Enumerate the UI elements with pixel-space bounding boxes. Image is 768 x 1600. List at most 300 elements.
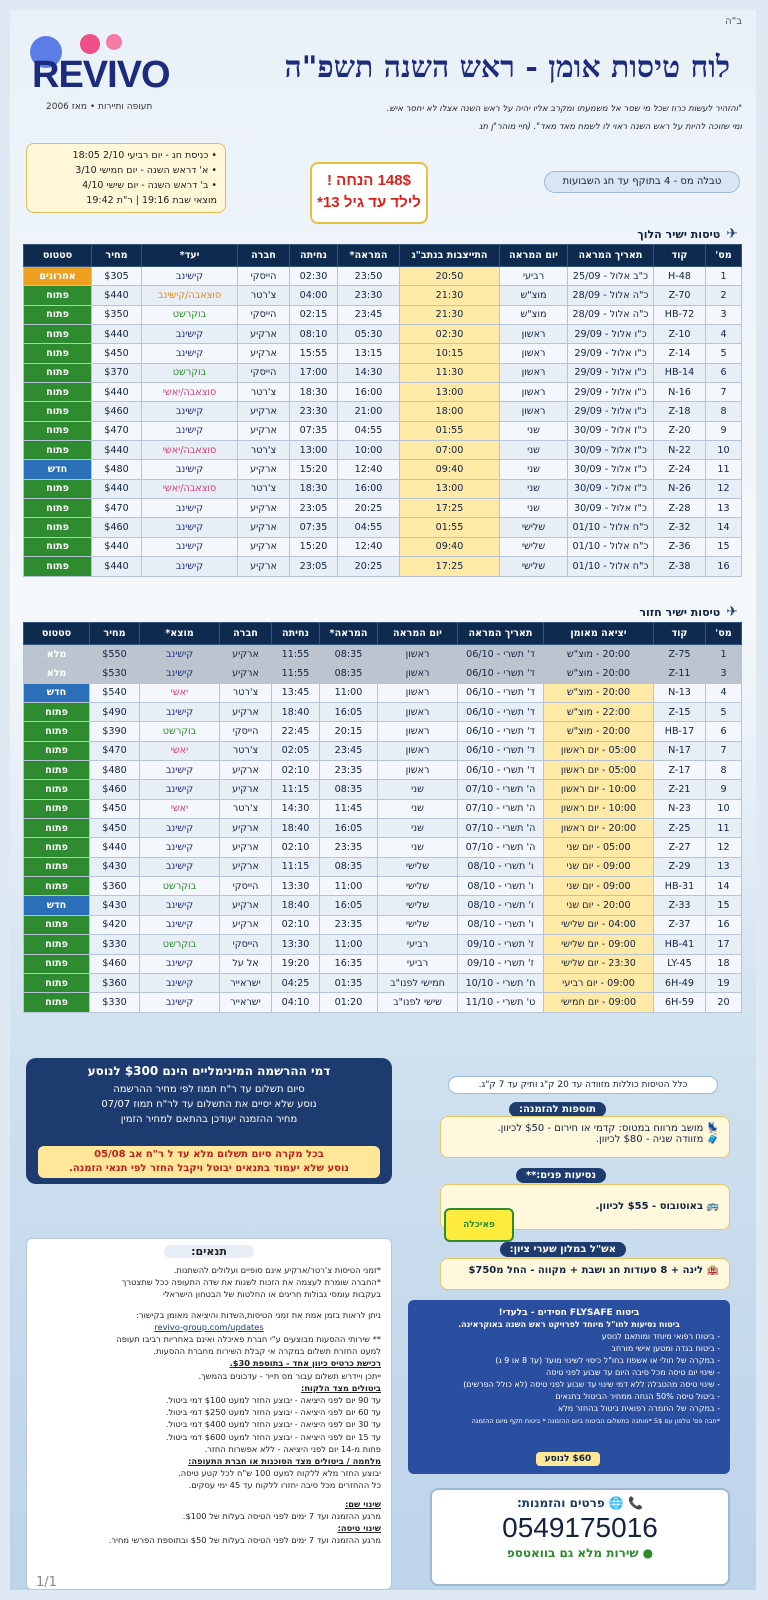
arrival-time: 23:05 [290, 499, 338, 518]
status-badge: פתוח [24, 819, 90, 838]
flight-row[interactable] [24, 857, 742, 876]
price: $460 [90, 780, 140, 799]
row-number: 12 [706, 479, 742, 498]
origin: קישינב [140, 838, 220, 857]
departure-time: 13:15 [338, 344, 400, 363]
uman-leave-time: 20:00 - מוצ"ש [544, 664, 654, 683]
price: $420 [90, 915, 140, 934]
flight-row[interactable] [24, 761, 742, 780]
flight-code: Z-29 [654, 857, 706, 876]
flysafe-title: ביטוח FLYSAFE חסידים - בלעדי! [498, 1308, 640, 1318]
column-header: התייצבות בנתב"ג [400, 245, 500, 267]
departure-date: ז' תשרי - 09/10 [458, 935, 544, 954]
airline: ארקיע [238, 325, 290, 344]
departure-time: 08:35 [320, 857, 378, 876]
addons-box [440, 1116, 730, 1158]
flight-row[interactable] [24, 683, 742, 702]
checkin-time: 17:25 [400, 499, 500, 518]
flight-row[interactable] [24, 799, 742, 818]
origin: בוקרשט [140, 722, 220, 741]
origin: קישינב [140, 819, 220, 838]
origin: קישינב [140, 973, 220, 992]
column-header: מס' [706, 623, 742, 645]
destination: סוצאבה/קישינב [142, 286, 238, 305]
price: $360 [90, 973, 140, 992]
flight-code: Z-28 [654, 499, 706, 518]
arrival-time: 02:30 [290, 267, 338, 286]
departure-day: ראשון [378, 761, 458, 780]
flight-code: Z-37 [654, 915, 706, 934]
departure-date: ה' תשרי - 07/10 [458, 799, 544, 818]
holiday-line: • א' דראש השנה - יום חמישי 3/10 [75, 165, 217, 176]
flysafe-insurance-box [408, 1300, 730, 1474]
airline: ארקיע [238, 499, 290, 518]
price: $440 [90, 838, 140, 857]
terms-line: ניתן לראות בזמן אמת את זמני הטיסות,השדות והיציאה מאומן בקישור: [136, 1309, 381, 1320]
outbound-flights-table [23, 244, 742, 577]
child-discount-promo [310, 162, 428, 224]
status-badge: פתוח [24, 344, 92, 363]
departure-day: שלישי [500, 537, 568, 556]
airline: אל על [220, 954, 272, 973]
arrival-time: 18:40 [272, 819, 320, 838]
checkin-time: 10:15 [400, 344, 500, 363]
status-badge: פתוח [24, 954, 90, 973]
status-badge: פתוח [24, 857, 90, 876]
airline: הייסקי [238, 363, 290, 382]
arrival-time: 13:45 [272, 683, 320, 702]
row-number: 8 [706, 402, 742, 421]
row-number: 8 [706, 761, 742, 780]
status-badge: פתוח [24, 722, 90, 741]
arrival-time: 18:40 [272, 896, 320, 915]
column-header: מס' [706, 245, 742, 267]
flight-row[interactable] [24, 819, 742, 838]
arrival-time: 11:15 [272, 780, 320, 799]
departure-date: כ"ב אלול - 25/09 [568, 267, 654, 286]
flight-row[interactable] [24, 722, 742, 741]
luggage-allowance-note: כלל הטיסות כוללות מזוודה עד 20 ק"ג ותיק עד 7 ק"ג. [448, 1076, 718, 1094]
flight-code: N-13 [654, 683, 706, 702]
airline: ארקיע [220, 838, 272, 857]
terms-line: עד 30 יום לפני היציאה - יבוצע החזר למעט $400 דמי ביטול. [165, 1419, 381, 1430]
airline: צ'רטר [238, 286, 290, 305]
flysafe-item: - ביטוח רפואי מיוחד ומותאם לנוסע [601, 1332, 720, 1341]
airline: ארקיע [238, 537, 290, 556]
departure-day: ראשון [378, 741, 458, 760]
flight-code: Z-33 [654, 896, 706, 915]
uman-leave-time: 10:00 - יום ראשון [544, 799, 654, 818]
flight-row[interactable] [24, 896, 742, 915]
payment-deadline-warning [38, 1146, 380, 1178]
terms-line: מרגע ההזמנה ועד 7 ימים לפני הטיסה בעלות של $100. [182, 1510, 381, 1521]
flight-row[interactable] [24, 557, 742, 576]
arrival-time: 02:15 [290, 305, 338, 324]
price: $550 [90, 645, 140, 664]
departure-time: 11:00 [320, 877, 378, 896]
flight-row[interactable] [24, 499, 742, 518]
row-number: 3 [706, 664, 742, 683]
terms-line: עד 60 יום לפני היציאה - יבוצע החזר למעט $250 דמי ביטול. [165, 1407, 381, 1418]
destination: קישינב [142, 537, 238, 556]
terms-line: ** שירותי ההסעות מבוצעים ע"י חברת פאיכלה ואינם באחריות רביבו תעופה [116, 1334, 381, 1345]
flight-code: LY-45 [654, 954, 706, 973]
row-number: 6 [706, 363, 742, 382]
departure-time: 04:55 [338, 421, 400, 440]
row-number: 16 [706, 915, 742, 934]
departure-date: ח' תשרי - 10/10 [458, 973, 544, 992]
status-badge: פתוח [24, 383, 92, 402]
column-header: תאריך המראה [458, 623, 544, 645]
price: $440 [92, 286, 142, 305]
arrival-time: 23:30 [290, 402, 338, 421]
terms-line: למעט החזרת תשלום במקרה אי קבלת השירות מחברת ההסעות. [153, 1346, 381, 1357]
destination: קישינב [142, 460, 238, 479]
departure-day: ראשון [500, 363, 568, 382]
flight-code: Z-27 [654, 838, 706, 857]
flight-row[interactable] [24, 915, 742, 934]
flight-row[interactable] [24, 402, 742, 421]
row-number: 10 [706, 441, 742, 460]
column-header: תאריך המראה [568, 245, 654, 267]
price: $350 [92, 305, 142, 324]
departure-day: שני [378, 838, 458, 857]
flight-code: N-23 [654, 799, 706, 818]
flight-code: H-48 [654, 267, 706, 286]
arrival-time: 14:30 [272, 799, 320, 818]
row-number: 13 [706, 857, 742, 876]
row-number: 5 [706, 703, 742, 722]
quote-line-1: "והזהיר לעשות כרוז שכל מי שסר אל משמעתו ומקרב אליו יהיה על ראש השנה אצלו לא יחסר איש. [386, 104, 742, 114]
origin: קישינב [140, 703, 220, 722]
departure-day: שני [500, 499, 568, 518]
flight-row[interactable] [24, 363, 742, 382]
flight-row[interactable] [24, 441, 742, 460]
promo-line-1: 148$ הנחה ! [327, 172, 411, 189]
origin: קישינב [140, 645, 220, 664]
departure-time: 16:05 [320, 819, 378, 838]
arrival-time: 02:05 [272, 741, 320, 760]
flysafe-item: - במקרה של חולי או אשפוז בחו"ל כיסוי לשינוי מועד (עד 8 או 9 ג) [495, 1356, 720, 1365]
row-number: 1 [706, 267, 742, 286]
uman-leave-time: 04:00 - יום שלישי [544, 915, 654, 934]
airline: הייסקי [220, 935, 272, 954]
airline: ארקיע [238, 518, 290, 537]
flight-row[interactable] [24, 664, 742, 683]
departure-date: כ"ו אלול - 29/09 [568, 363, 654, 382]
column-header: המראה* [320, 623, 378, 645]
departure-day: שני [500, 479, 568, 498]
flight-code: N-16 [654, 383, 706, 402]
terms-heading: תנאים: [164, 1245, 254, 1258]
airline: ארקיע [220, 915, 272, 934]
flight-row[interactable] [24, 479, 742, 498]
departure-day: ראשון [500, 402, 568, 421]
price: $450 [92, 344, 142, 363]
flight-row[interactable] [24, 935, 742, 954]
holiday-line: • כניסת חג - יום רביעי 2/10 18:05 [72, 150, 217, 161]
departure-date: כ"ח אלול - 01/10 [568, 557, 654, 576]
departure-date: ד' תשרי - 06/10 [458, 645, 544, 664]
origin: קישינב [140, 761, 220, 780]
departure-time: 20:25 [338, 499, 400, 518]
price: $330 [90, 993, 140, 1012]
brand-logo: REVIVO [32, 54, 170, 96]
checkin-time: 01:55 [400, 518, 500, 537]
promo-line-2: לילד עד גיל 13* [317, 194, 421, 211]
contact-box [430, 1488, 730, 1586]
departure-day: שני [500, 441, 568, 460]
departure-time: 11:00 [320, 683, 378, 702]
departure-time: 08:35 [320, 645, 378, 664]
row-number: 10 [706, 799, 742, 818]
flight-row[interactable] [24, 460, 742, 479]
departure-time: 23:35 [320, 761, 378, 780]
hotel-icon: 🏨 [703, 1265, 719, 1276]
registration-line: סיום תשלום עד ר"ח תמוז לפי מחיר ההרשמה [113, 1084, 305, 1095]
departure-date: ה' תשרי - 07/10 [458, 780, 544, 799]
flight-code: HB-41 [654, 935, 706, 954]
departure-day: שני [378, 819, 458, 838]
flight-row[interactable] [24, 305, 742, 324]
flight-row[interactable] [24, 954, 742, 973]
checkin-time: 02:30 [400, 325, 500, 344]
inbound-section-header [635, 602, 742, 624]
price: $450 [90, 819, 140, 838]
arrival-time: 08:10 [290, 325, 338, 344]
status-badge: פתוח [24, 325, 92, 344]
status-badge: פתוח [24, 402, 92, 421]
price: $330 [90, 935, 140, 954]
arrival-time: 11:55 [272, 645, 320, 664]
price: $360 [90, 877, 140, 896]
suitcase-icon: 🧳 [703, 1134, 719, 1145]
flight-row[interactable] [24, 973, 742, 992]
departure-day: ראשון [378, 664, 458, 683]
column-header: מוצא* [140, 623, 220, 645]
status-badge: פתוח [24, 838, 90, 857]
departure-time: 01:20 [320, 993, 378, 1012]
airline: ארקיע [220, 645, 272, 664]
origin: בוקרשט [140, 935, 220, 954]
flight-code: Z-32 [654, 518, 706, 537]
departure-date: ו' תשרי - 08/10 [458, 915, 544, 934]
departure-date: ט' תשרי - 11/10 [458, 993, 544, 1012]
flight-row[interactable] [24, 838, 742, 857]
destination: קישינב [142, 344, 238, 363]
row-number: 15 [706, 896, 742, 915]
departure-time: 04:55 [338, 518, 400, 537]
row-number: 14 [706, 518, 742, 537]
airline: ארקיע [238, 344, 290, 363]
flight-row[interactable] [24, 518, 742, 537]
flysafe-item: - ביטוח בגדה ומטען אישי מורחב [611, 1344, 720, 1353]
flight-row[interactable] [24, 877, 742, 896]
column-header: נחיתה [290, 245, 338, 267]
flight-row[interactable] [24, 537, 742, 556]
departure-day: שישי לפנו"ב [378, 993, 458, 1012]
departure-day: שלישי [378, 877, 458, 896]
flight-row[interactable] [24, 993, 742, 1012]
flight-code: Z-75 [654, 645, 706, 664]
hotel-tag: אש"ל במלון שערי ציון: [500, 1242, 626, 1257]
departure-time: 08:35 [320, 780, 378, 799]
terms-line: ייתכן ויידרש תשלום עבור מס תייר - עדכונים בהמשך. [198, 1370, 381, 1381]
departure-day: רביעי [378, 935, 458, 954]
uman-leave-time: 09:00 - יום רביעי [544, 973, 654, 992]
airline: צ'רטר [238, 441, 290, 460]
origin: יאשי [140, 683, 220, 702]
arrival-time: 13:30 [272, 935, 320, 954]
page-title: לוח טיסות אומן - ראש השנה תשפ"ה [284, 50, 730, 85]
departure-time: 23:45 [338, 305, 400, 324]
flight-code: 6H-59 [654, 993, 706, 1012]
uman-leave-time: 23:30 - יום שלישי [544, 954, 654, 973]
checkin-time: 18:00 [400, 402, 500, 421]
uman-leave-time: 20:00 - יום שני [544, 896, 654, 915]
row-number: 6 [706, 722, 742, 741]
row-number: 2 [706, 286, 742, 305]
price: $450 [90, 799, 140, 818]
departure-day: חמישי לפנו"ב [378, 973, 458, 992]
uman-leave-time: 09:00 - יום שלישי [544, 935, 654, 954]
departure-date: כ"ו אלול - 29/09 [568, 383, 654, 402]
uman-leave-time: 10:00 - יום ראשון [544, 780, 654, 799]
flight-row[interactable] [24, 325, 742, 344]
airline: צ'רטר [220, 799, 272, 818]
row-number: 20 [706, 993, 742, 1012]
flight-row[interactable] [24, 703, 742, 722]
price: $440 [92, 441, 142, 460]
flight-code: Z-15 [654, 703, 706, 722]
row-number: 9 [706, 421, 742, 440]
departure-time: 12:40 [338, 537, 400, 556]
departure-date: ד' תשרי - 06/10 [458, 703, 544, 722]
departure-day: ראשון [378, 722, 458, 741]
flysafe-item: - במקרה של החמרה רפואית ביטול בהחזר מלא [557, 1404, 720, 1413]
status-badge: פתוח [24, 421, 92, 440]
departure-date: ו' תשרי - 08/10 [458, 896, 544, 915]
contact-phone[interactable]: 0549175016 [502, 1512, 658, 1543]
column-header: המראה* [338, 245, 400, 267]
plane-arrival-icon: ✈ [726, 604, 738, 620]
flight-row[interactable] [24, 383, 742, 402]
flight-code: N-26 [654, 479, 706, 498]
arrival-time: 15:55 [290, 344, 338, 363]
row-number: 17 [706, 935, 742, 954]
airline: ארקיע [220, 761, 272, 780]
flight-row[interactable] [24, 741, 742, 760]
bus-icon: 🚌 [703, 1201, 719, 1212]
flight-row[interactable] [24, 645, 742, 664]
price: $440 [92, 557, 142, 576]
phone-icon: 📞 🌐 [604, 1496, 643, 1510]
flysafe-subtitle: ביטוח נסיעות לחו"ל מיוחד לפרויקט ראש השנה באוקראינה. [458, 1320, 680, 1329]
departure-date: כ"ז אלול - 30/09 [568, 460, 654, 479]
whatsapp-row[interactable]: ● שירות מלא גם בוואטספ [506, 1546, 654, 1560]
arrival-time: 07:35 [290, 421, 338, 440]
flight-code: Z-38 [654, 557, 706, 576]
row-number: 16 [706, 557, 742, 576]
checkin-time: 09:40 [400, 460, 500, 479]
departure-date: ד' תשרי - 06/10 [458, 683, 544, 702]
flysafe-item: - ביטול טיסה 50% הנחה ממחיר הביטול בתנאים [555, 1392, 720, 1401]
destination: קישינב [142, 267, 238, 286]
registration-fee-box [26, 1058, 392, 1184]
destination: קישינב [142, 557, 238, 576]
departure-day: שלישי [378, 915, 458, 934]
arrival-time: 13:30 [272, 877, 320, 896]
flight-code: HB-72 [654, 305, 706, 324]
departure-day: רביעי [378, 954, 458, 973]
flight-code: Z-17 [654, 761, 706, 780]
price: $470 [90, 741, 140, 760]
checkin-time: 09:40 [400, 537, 500, 556]
table-validity-note: טבלה מס - 4 בתוקף עד חג השבועות [544, 171, 740, 193]
departure-date: כ"ה אלול - 28/09 [568, 286, 654, 305]
holiday-line: • ב' דראש השנה - יום שישי 4/10 [82, 180, 217, 191]
arrival-time: 04:00 [290, 286, 338, 305]
flysafe-item: *חבה פס' טלפון עם 5$ *מותנה בתשלום הביטוח ביום ההזמנה * ביטוח תקף מיום ההזמנה [471, 1417, 720, 1425]
column-header: מחיר [90, 623, 140, 645]
airline: צ'רטר [238, 479, 290, 498]
flight-row[interactable] [24, 344, 742, 363]
status-badge: פתוח [24, 305, 92, 324]
row-number: 13 [706, 499, 742, 518]
flight-row[interactable] [24, 286, 742, 305]
updates-link[interactable]: revivo-group.com/updates [154, 1321, 264, 1332]
arrival-time: 02:10 [272, 761, 320, 780]
status-badge: מלא [24, 645, 90, 664]
arrival-time: 18:40 [272, 703, 320, 722]
departure-date: ז' תשרי - 09/10 [458, 954, 544, 973]
arrival-time: 18:30 [290, 479, 338, 498]
terms-line: *זמני הטיסות צ'רטר/ארקיע אינם סופיים ועלולים להשתנות. [173, 1265, 381, 1275]
departure-date: כ"ו אלול - 29/09 [568, 325, 654, 344]
arrival-time: 17:00 [290, 363, 338, 382]
ground-transport-tag: נסיעות פנים:** [516, 1168, 606, 1183]
flysafe-item: - שינוי טיסה מהטבלה ללא דמי שינוי עד שבוע לפני טיסה (לא כולל הפרשים) [463, 1380, 720, 1389]
terms-line: שינוי שם: [344, 1498, 381, 1509]
row-number: 5 [706, 344, 742, 363]
destination: קישינב [142, 325, 238, 344]
uman-leave-time: 20:00 - יום ראשון [544, 819, 654, 838]
status-badge: פתוח [24, 479, 92, 498]
flight-row[interactable] [24, 421, 742, 440]
departure-day: שני [378, 780, 458, 799]
flight-code: Z-36 [654, 537, 706, 556]
departure-time: 23:50 [338, 267, 400, 286]
destination: קישינב [142, 499, 238, 518]
status-badge: פתוח [24, 441, 92, 460]
departure-date: כ"ז אלול - 30/09 [568, 421, 654, 440]
flight-row[interactable] [24, 780, 742, 799]
flight-row[interactable] [24, 267, 742, 286]
price: $390 [90, 722, 140, 741]
terms-line: מלחמה / ביטולים מצד הסוכנות או חברת התעופה: [188, 1456, 381, 1467]
terms-line: רכישת כרטיס כיוון אחד - בתוספת $30. [229, 1358, 381, 1369]
contact-label-row: 📞 🌐 פרטים והזמנות: [517, 1496, 643, 1510]
terms-line: *החברה שומרת לעצמה את הזכות לשנות את שדה התעופה ככל שתצטרך [121, 1277, 381, 1288]
origin: קישינב [140, 664, 220, 683]
airline: ארקיע [220, 664, 272, 683]
departure-time: 14:30 [338, 363, 400, 382]
departure-time: 23:45 [320, 741, 378, 760]
column-header: נחיתה [272, 623, 320, 645]
checkin-time: 21:30 [400, 286, 500, 305]
airline: ארקיע [220, 780, 272, 799]
brand-subtitle: תעופה ותיירות • מאז 2006 [46, 102, 153, 112]
